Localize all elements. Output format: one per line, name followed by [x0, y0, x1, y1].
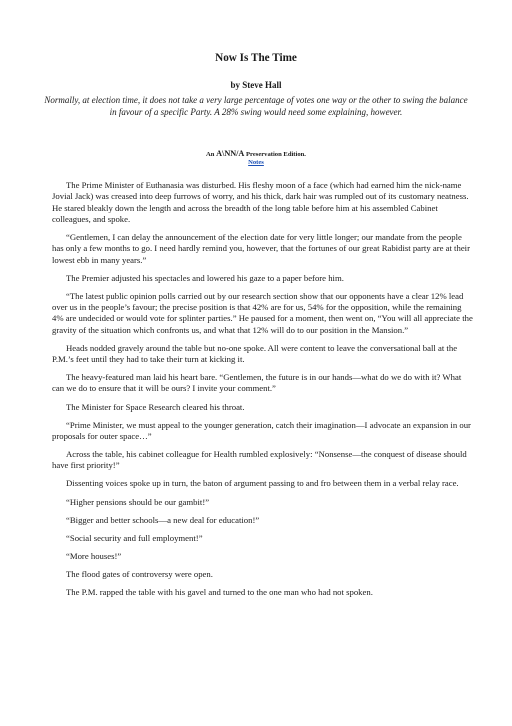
story-body	[52, 180, 474, 605]
paragraph: “Gentlemen, I can delay the announcement of the election date for very little longer; our mandate from the people has only a few months to go. I need hardly remind you, however, that the fortunes of our great Rabidist party are at their lowest ebb in many years.”	[52, 231, 470, 265]
paragraph: “Social security and full employment!”	[66, 532, 203, 543]
paragraph: Dissenting voices spoke up in turn, the baton of argument passing to and fro between them in a verbal relay race.	[66, 478, 459, 489]
notes-link[interactable]: Notes	[248, 159, 264, 166]
anna-logo-text: A\NN/A	[216, 149, 245, 158]
paragraph: The P.M. rapped the table with his gavel and turned to the one man who had not spoken.	[66, 586, 373, 597]
story-blurb: Normally, at election time, it does not take a very large percentage of votes one way or the other to swing the balance in favour of a specific Party. A 28% swing would need some explaining, however.	[44, 95, 468, 117]
paragraph: The Minister for Space Research cleared his throat.	[66, 401, 245, 412]
paragraph: The Prime Minister of Euthanasia was disturbed. His fleshy moon of a face (which had earned him the nick-name Jovial Jack) was creased into deep furrows of worry, and his thick, dark hair was rumpled out of its customary neatness. He stared bleakly down the length and across the breadth of the long table before him at his assembled Cabinet colleagues, and spoke.	[52, 180, 469, 224]
edition-suffix: Preservation Edition.	[246, 151, 306, 158]
edition-prefix: An	[206, 151, 215, 158]
paragraph: “Higher pensions should be our gambit!”	[66, 496, 210, 507]
paragraph: “More houses!”	[66, 550, 122, 561]
story-title: Now Is The Time	[215, 52, 297, 64]
notes-line	[0, 159, 512, 167]
story-byline: by Steve Hall	[230, 80, 282, 90]
paragraph: “Bigger and better schools—a new deal for education!”	[66, 514, 260, 525]
paragraph: “The latest public opinion polls carried out by our research section show that our opponents have a clear 12% lead over us in the people’s favour; the precise position is that 42% are for us, 54% for the opposition, while the remaining 4% are undecided or would vote for splinter parties.” He paused for a moment, then went on, “You will all appreciate the gravity of the situation which confronts us, and what that 12% will do to our position in the Mansion.”	[52, 290, 473, 335]
paragraph: Heads nodded gravely around the table but no-one spoke. All were content to leave the conversational ball at the P.M.’s feet until they had to take their turn at kicking it.	[52, 342, 458, 365]
paragraph: Across the table, his cabinet colleague for Health rumbled explosively: “Nonsense—the conquest of disease should have first priority!”	[52, 449, 467, 471]
paragraph: The heavy-featured man laid his heart bare. “Gentlemen, the future is in our hands—what do we do with it? What can we do to ensure that it will be ours? I invite your comment.”	[52, 372, 462, 394]
paragraph: The Premier adjusted his spectacles and lowered his gaze to a paper before him.	[66, 272, 344, 283]
paragraph: “Prime Minister, we must appeal to the younger generation, catch their imagination—I advocate an expansion in our proposals for outer space…”	[52, 419, 471, 441]
edition-line	[0, 149, 512, 159]
paragraph: The flood gates of controversy were open.	[66, 568, 213, 579]
